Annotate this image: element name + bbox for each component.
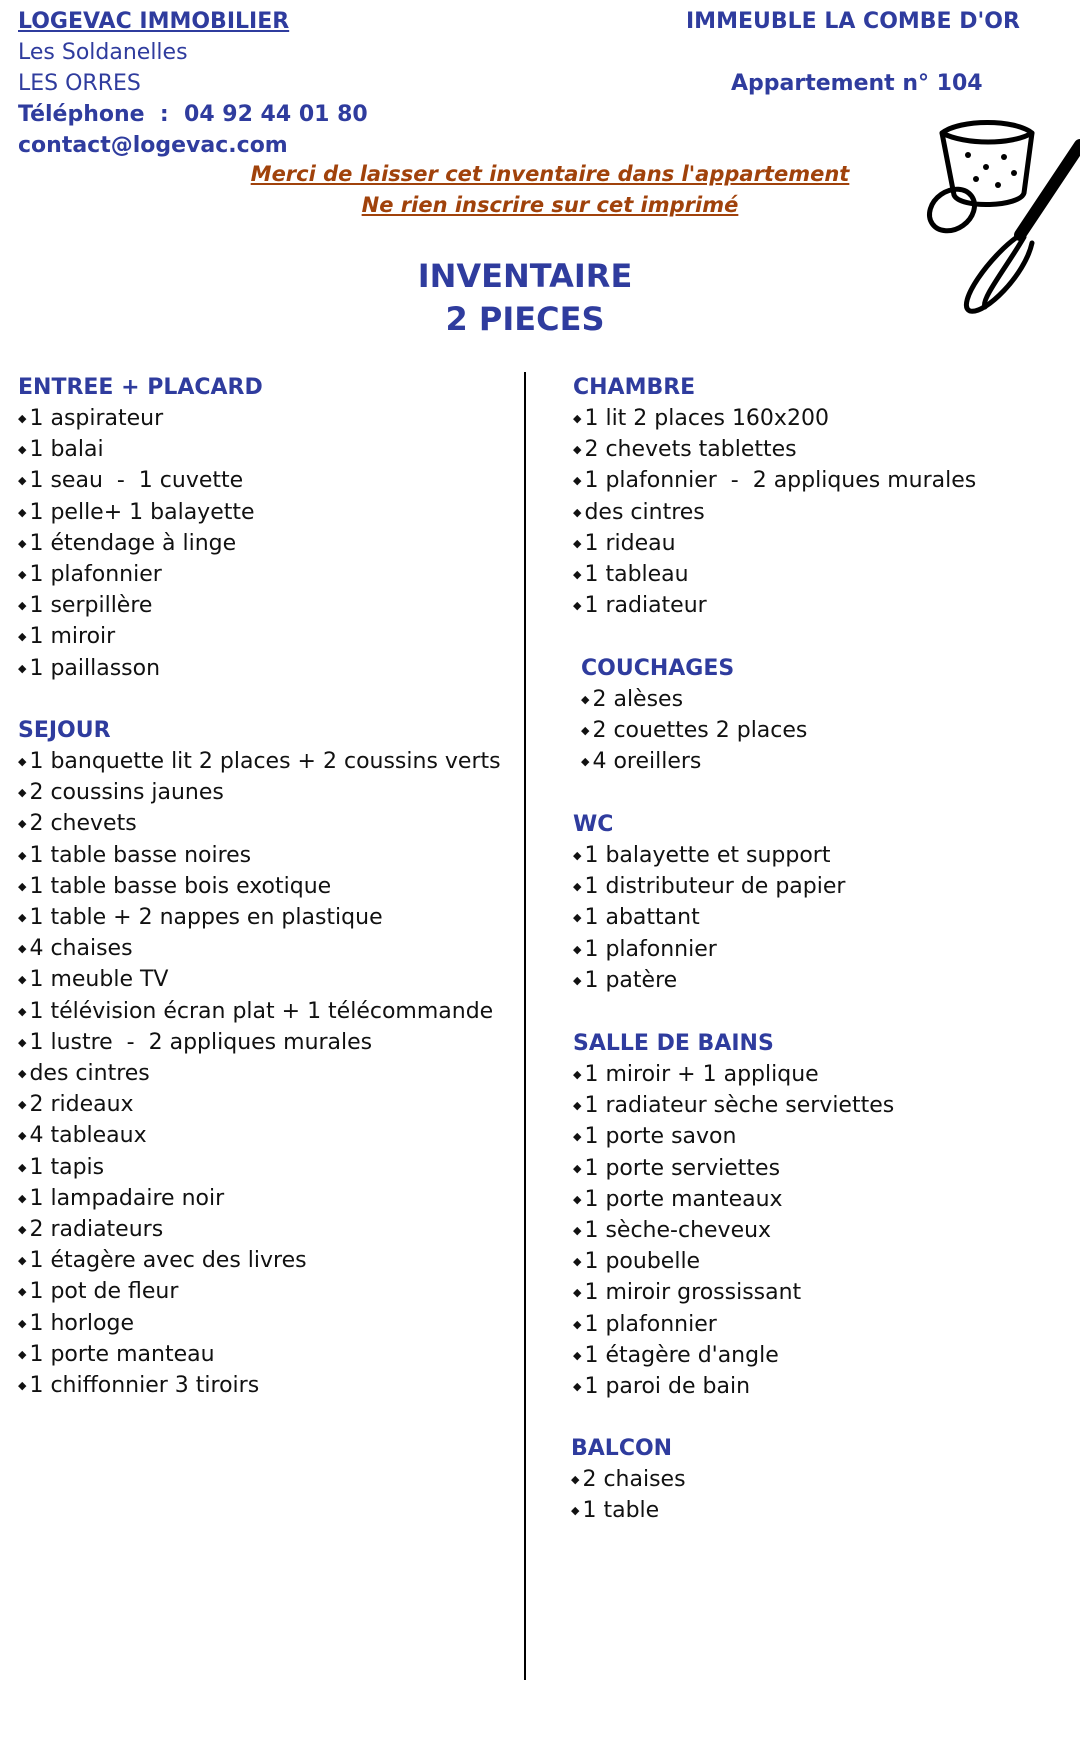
list-item: ◆ 4 oreillers bbox=[581, 746, 807, 777]
list-item: ◆ 1 porte savon bbox=[573, 1121, 894, 1152]
list-item: ◆ 1 miroir bbox=[18, 621, 263, 652]
list-item: ◆ 1 poubelle bbox=[573, 1246, 894, 1277]
item-list bbox=[18, 746, 501, 1401]
list-item: ◆ 1 patère bbox=[573, 965, 845, 996]
section-wc bbox=[573, 809, 845, 996]
section-salle-de-bains bbox=[573, 1028, 894, 1402]
list-item: ◆ 2 alèses bbox=[581, 684, 807, 715]
list-item: ◆ 2 chaises bbox=[571, 1464, 686, 1495]
list-item: ◆ 1 télévision écran plat + 1 télécommande bbox=[18, 996, 501, 1027]
address-line-2: LES ORRES bbox=[18, 71, 141, 96]
section-heading: BALCON bbox=[571, 1436, 673, 1461]
list-item: ◆ 2 rideaux bbox=[18, 1089, 501, 1120]
list-item: ◆ 1 meuble TV bbox=[18, 964, 501, 995]
list-item: ◆ 1 plafonnier - 2 appliques murales bbox=[573, 465, 976, 496]
section-couchages bbox=[581, 653, 807, 778]
item-list bbox=[581, 684, 807, 778]
list-item: ◆ 2 coussins jaunes bbox=[18, 777, 501, 808]
list-item: ◆ 1 table + 2 nappes en plastique bbox=[18, 902, 501, 933]
list-item: ◆ 1 paillasson bbox=[18, 653, 263, 684]
list-item: ◆ 2 couettes 2 places bbox=[581, 715, 807, 746]
section-heading: SALLE DE BAINS bbox=[573, 1031, 774, 1056]
list-item: ◆ 2 chevets bbox=[18, 808, 501, 839]
list-item: ◆ 1 plafonnier bbox=[573, 934, 845, 965]
list-item: ◆ 1 porte manteau bbox=[18, 1339, 501, 1370]
list-item: ◆ 1 radiateur sèche serviettes bbox=[573, 1090, 894, 1121]
section-heading: CHAMBRE bbox=[573, 375, 696, 400]
list-item: ◆ 1 lit 2 places 160x200 bbox=[573, 403, 976, 434]
list-item: ◆ 1 serpillère bbox=[18, 590, 263, 621]
list-item: ◆ 1 horloge bbox=[18, 1308, 501, 1339]
list-item: ◆ 1 chiffonnier 3 tiroirs bbox=[18, 1370, 501, 1401]
list-item: ◆ 1 tableau bbox=[573, 559, 976, 590]
list-item: ◆ 1 miroir + 1 applique bbox=[573, 1059, 894, 1090]
list-item: ◆ 1 tapis bbox=[18, 1152, 501, 1183]
page-title: INVENTAIRE bbox=[417, 257, 633, 295]
list-item: ◆ 1 lustre - 2 appliques murales bbox=[18, 1027, 501, 1058]
section-heading: COUCHAGES bbox=[581, 656, 735, 681]
section-sejour bbox=[18, 715, 501, 1401]
list-item: ◆ 2 chevets tablettes bbox=[573, 434, 976, 465]
address-line-1: Les Soldanelles bbox=[18, 40, 188, 65]
section-heading: ENTREE + PLACARD bbox=[18, 375, 263, 400]
list-item: ◆ 1 étagère avec des livres bbox=[18, 1245, 501, 1276]
list-item: ◆ 1 rideau bbox=[573, 528, 976, 559]
building-name: IMMEUBLE LA COMBE D'OR bbox=[686, 9, 1020, 34]
list-item: ◆ des cintres bbox=[18, 1058, 501, 1089]
list-item: ◆ 1 table basse noires bbox=[18, 840, 501, 871]
section-balcon bbox=[571, 1433, 686, 1526]
section-heading: WC bbox=[573, 812, 614, 837]
list-item: ◆ 1 table bbox=[571, 1495, 686, 1526]
notice-do-not-write: Ne rien inscrire sur cet imprimé bbox=[361, 193, 739, 217]
item-list bbox=[573, 403, 976, 621]
list-item: ◆ 1 table basse bois exotique bbox=[18, 871, 501, 902]
section-chambre bbox=[573, 372, 976, 621]
notice-leave-inventory: Merci de laisser cet inventaire dans l'appartement bbox=[250, 162, 850, 186]
item-list bbox=[573, 1059, 894, 1402]
list-item: ◆ 1 étagère d'angle bbox=[573, 1340, 894, 1371]
section-entree-placard bbox=[18, 372, 263, 684]
list-item: ◆ 1 lampadaire noir bbox=[18, 1183, 501, 1214]
whisk-and-bowl-icon bbox=[920, 115, 1080, 315]
list-item: ◆ 4 chaises bbox=[18, 933, 501, 964]
apartment-number: Appartement n° 104 bbox=[731, 71, 983, 96]
list-item: ◆ 1 seau - 1 cuvette bbox=[18, 465, 263, 496]
item-list bbox=[573, 840, 845, 996]
list-item: ◆ des cintres bbox=[573, 497, 976, 528]
list-item: ◆ 1 étendage à linge bbox=[18, 528, 263, 559]
list-item: ◆ 1 plafonnier bbox=[573, 1309, 894, 1340]
item-list bbox=[571, 1464, 686, 1526]
item-list bbox=[18, 403, 263, 684]
list-item: ◆ 1 pot de fleur bbox=[18, 1276, 501, 1307]
column-divider bbox=[524, 372, 526, 1680]
list-item: ◆ 1 distributeur de papier bbox=[573, 871, 845, 902]
page-subtitle: 2 PIECES bbox=[445, 300, 605, 338]
list-item: ◆ 1 paroi de bain bbox=[573, 1371, 894, 1402]
list-item: ◆ 1 banquette lit 2 places + 2 coussins verts bbox=[18, 746, 501, 777]
list-item: ◆ 1 pelle+ 1 balayette bbox=[18, 497, 263, 528]
list-item: ◆ 1 balai bbox=[18, 434, 263, 465]
list-item: ◆ 1 abattant bbox=[573, 902, 845, 933]
list-item: ◆ 1 aspirateur bbox=[18, 403, 263, 434]
section-heading: SEJOUR bbox=[18, 718, 111, 743]
email-address: contact@logevac.com bbox=[18, 133, 288, 158]
list-item: ◆ 1 balayette et support bbox=[573, 840, 845, 871]
list-item: ◆ 1 miroir grossissant bbox=[573, 1277, 894, 1308]
list-item: ◆ 2 radiateurs bbox=[18, 1214, 501, 1245]
list-item: ◆ 1 radiateur bbox=[573, 590, 976, 621]
list-item: ◆ 1 porte manteaux bbox=[573, 1184, 894, 1215]
list-item: ◆ 1 porte serviettes bbox=[573, 1153, 894, 1184]
list-item: ◆ 1 sèche-cheveux bbox=[573, 1215, 894, 1246]
list-item: ◆ 4 tableaux bbox=[18, 1120, 501, 1151]
company-name: LOGEVAC IMMOBILIER bbox=[18, 9, 290, 34]
list-item: ◆ 1 plafonnier bbox=[18, 559, 263, 590]
phone-number: Téléphone : 04 92 44 01 80 bbox=[18, 102, 368, 127]
